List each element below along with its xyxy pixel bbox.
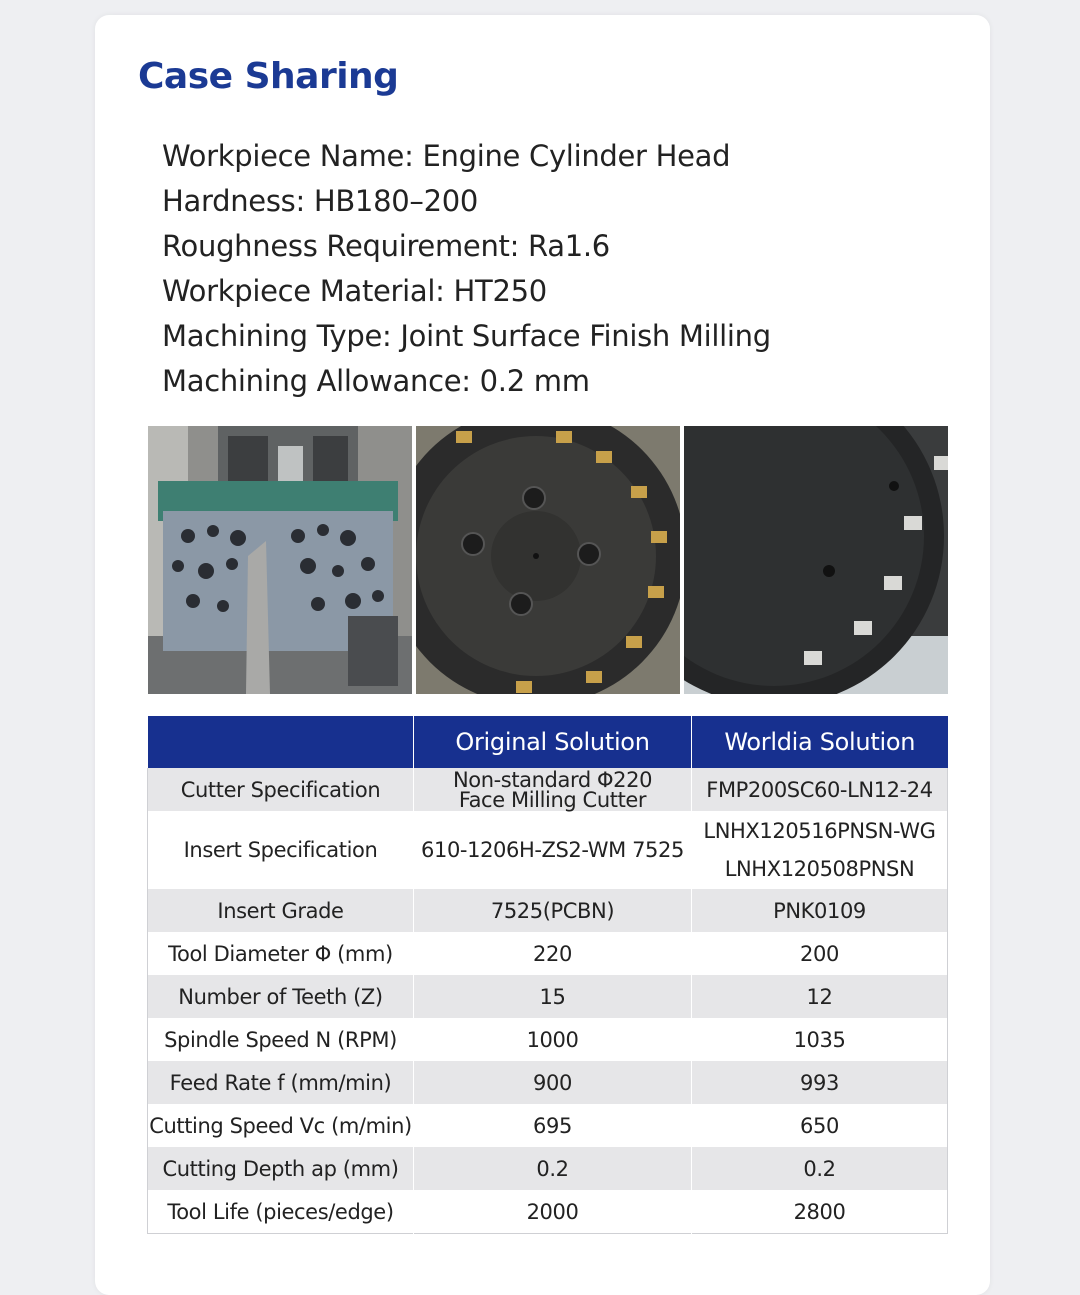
original-value: 7525(PCBN) <box>414 889 692 932</box>
row-label: Number of Teeth (Z) <box>148 975 414 1018</box>
page-title: Case Sharing <box>138 56 399 97</box>
table-row <box>148 811 948 889</box>
worldia-value: 12 <box>692 975 948 1018</box>
header-blank <box>148 716 414 768</box>
original-value: 2000 <box>414 1190 692 1234</box>
row-label: Cutting Depth ap (mm) <box>148 1147 414 1190</box>
spec-workpiece-name: Workpiece Name: Engine Cylinder Head <box>162 139 731 173</box>
table-row <box>148 1104 948 1147</box>
worldia-value: 650 <box>692 1104 948 1147</box>
worldia-value: 200 <box>692 932 948 975</box>
worldia-value: 993 <box>692 1061 948 1104</box>
milling-cutter-photo <box>416 426 680 694</box>
row-label: Cutter Specification <box>148 768 414 811</box>
header-worldia-solution: Worldia Solution <box>692 716 948 768</box>
original-value: 220 <box>414 932 692 975</box>
worldia-value: 0.2 <box>692 1147 948 1190</box>
table-row <box>148 889 948 932</box>
table-row <box>148 932 948 975</box>
worldia-value: FMP200SC60-LN12-24 <box>692 768 948 811</box>
worldia-value: 1035 <box>692 1018 948 1061</box>
table-row <box>148 1018 948 1061</box>
header-original-solution: Original Solution <box>414 716 692 768</box>
original-value: 695 <box>414 1104 692 1147</box>
original-value: 1000 <box>414 1018 692 1061</box>
spec-material: Workpiece Material: HT250 <box>162 274 547 308</box>
original-value: 15 <box>414 975 692 1018</box>
worldia-value: 2800 <box>692 1190 948 1234</box>
row-label: Insert Specification <box>148 811 414 889</box>
cylinder-head-photo <box>148 426 412 694</box>
cutter-side-photo <box>684 426 948 694</box>
comparison-table <box>147 716 948 1234</box>
table-row <box>148 1061 948 1104</box>
spec-hardness: Hardness: HB180–200 <box>162 184 479 218</box>
table-row <box>148 1190 948 1234</box>
worldia-insert-2: LNHX120508PNSN <box>724 857 915 881</box>
worldia-value <box>692 811 948 889</box>
original-value: 0.2 <box>414 1147 692 1190</box>
table-row <box>148 975 948 1018</box>
original-value: 900 <box>414 1061 692 1104</box>
table-row <box>148 768 948 811</box>
spec-machining-type: Machining Type: Joint Surface Finish Milling <box>162 319 771 353</box>
worldia-insert-1: LNHX120516PNSN-WG <box>703 819 936 843</box>
row-label: Feed Rate f (mm/min) <box>148 1061 414 1104</box>
table-row <box>148 1147 948 1190</box>
table-header <box>148 716 948 768</box>
worldia-value: PNK0109 <box>692 889 948 932</box>
row-label: Cutting Speed Vc (m/min) <box>148 1104 414 1147</box>
original-value: 610-1206H-ZS2-WM 7525 <box>414 811 692 889</box>
row-label: Insert Grade <box>148 889 414 932</box>
spec-roughness: Roughness Requirement: Ra1.6 <box>162 229 610 263</box>
row-label: Spindle Speed N (RPM) <box>148 1018 414 1061</box>
spec-allowance: Machining Allowance: 0.2 mm <box>162 364 590 398</box>
row-label: Tool Life (pieces/edge) <box>148 1190 414 1234</box>
row-label: Tool Diameter Φ (mm) <box>148 932 414 975</box>
workpiece-specs <box>162 134 922 404</box>
original-value: Non-standard Φ220 Face Milling Cutter <box>414 768 692 811</box>
